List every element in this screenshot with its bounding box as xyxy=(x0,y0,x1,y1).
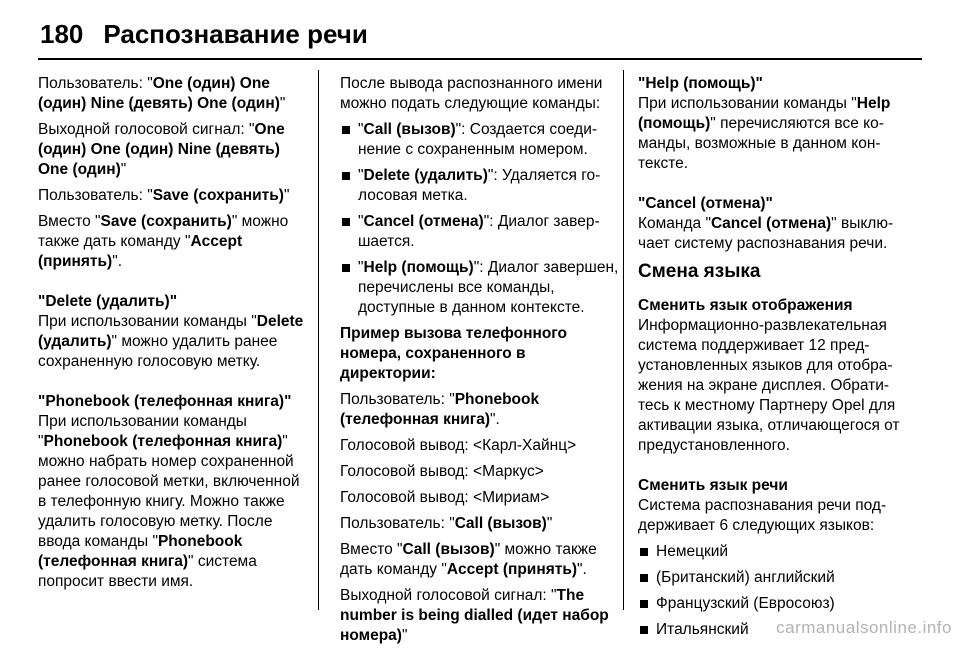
language-item: Немецкий xyxy=(638,542,914,562)
dialog-line: Пользователь: "One (один) One (один) Nine (девять) One (один)" xyxy=(38,75,286,112)
column-3 xyxy=(638,74,914,646)
section-heading-help: "Help (помощь)" xyxy=(638,75,763,92)
section-heading-delete: "Delete (удалить)" xyxy=(38,293,178,310)
column-divider-2 xyxy=(623,70,624,610)
section-heading-phonebook: "Phonebook (телефонная книга)" xyxy=(38,393,292,410)
header-rule xyxy=(38,58,922,60)
dialog-line: Голосовой вывод: <Маркус> xyxy=(340,463,544,480)
list-item: "Call (вызов)": Создается соединение с сохраненным номером. xyxy=(340,120,622,160)
dialog-line: Пользователь: "Save (сохранить)" xyxy=(38,187,290,204)
paragraph: При использовании команды "Delete (удалить)" можно удалить ранее сохраненную голосовую метку. xyxy=(38,313,304,370)
dialog-line: Вместо "Call (вызов)" можно также дать команду "Accept (принять)". xyxy=(340,541,597,578)
page-title: Распознавание речи xyxy=(103,18,368,49)
page-header xyxy=(40,14,368,54)
paragraph: Вместо "Save (сохранить)" можно также дать команду "Accept (принять)". xyxy=(38,213,289,270)
watermark: carmanualsonline.info xyxy=(776,618,952,637)
dialog-line: Выходной голосовой сигнал: "The number is being dialled (идет набор номера)" xyxy=(340,587,609,644)
dialog-line: Голосовой вывод: <Карл-Хайнц> xyxy=(340,437,577,454)
paragraph: Система распознавания речи поддерживает 6 следующих языков: xyxy=(638,497,887,534)
dialog-line: Пользователь: "Phonebook (телефонная книга)". xyxy=(340,391,540,428)
paragraph: Команда "Cancel (отмена)" выключает систему распознавания речи. xyxy=(638,215,894,252)
subheading-speech-language: Сменить язык речи xyxy=(638,477,788,494)
subheading-display-language: Сменить язык отображения xyxy=(638,297,853,314)
section-heading-example: Пример вызова телефонного номера, сохраненного в директории: xyxy=(340,325,568,382)
list-item: "Help (помощь)": Диалог завершен, перечислены все команды, доступные в данном контексте. xyxy=(340,258,622,318)
section-heading-cancel: "Cancel (отмена)" xyxy=(638,195,773,212)
list-item: "Delete (удалить)": Удаляется голосовая метка. xyxy=(340,166,622,206)
dialog-line: Голосовой вывод: <Мириам> xyxy=(340,489,550,506)
page-number: 180 xyxy=(40,18,84,49)
language-item: Французский (Евросоюз) xyxy=(638,594,914,614)
section-heading-language: Смена языка xyxy=(638,261,761,282)
column-2 xyxy=(318,74,622,652)
paragraph: После вывода распознанного имени можно подать следующие команды: xyxy=(340,75,603,112)
paragraph: Информационно-развлекательная система поддерживает 12 предустановленных языков для отображения на экране дисплея. Обратитесь к местному Партнеру Opel для активации языка, отличающегося от предустановленного. xyxy=(638,317,900,454)
paragraph: При использовании команды "Phonebook (телефонная книга)" можно набрать номер сохраненной ранее голосовой метки, включенной в телефонную книгу. Можно также удалить голосовую метку. После ввода команды "Phonebook (телефонная книга)" система попросит ввести имя. xyxy=(38,413,300,590)
paragraph: При использовании команды "Help (помощь)" перечисляются все команды, возможные в данном контексте. xyxy=(638,95,891,172)
dialog-line: Пользователь: "Call (вызов)" xyxy=(340,515,553,532)
language-item: (Британский) английский xyxy=(638,568,914,588)
language-item: Итальянский xyxy=(638,620,914,640)
dialog-line: Выходной голосовой сигнал: "One (один) One (один) Nine (девять) One (один)" xyxy=(38,121,285,178)
column-1 xyxy=(38,74,306,598)
list-item: "Cancel (отмена)": Диалог завершается. xyxy=(340,212,622,252)
